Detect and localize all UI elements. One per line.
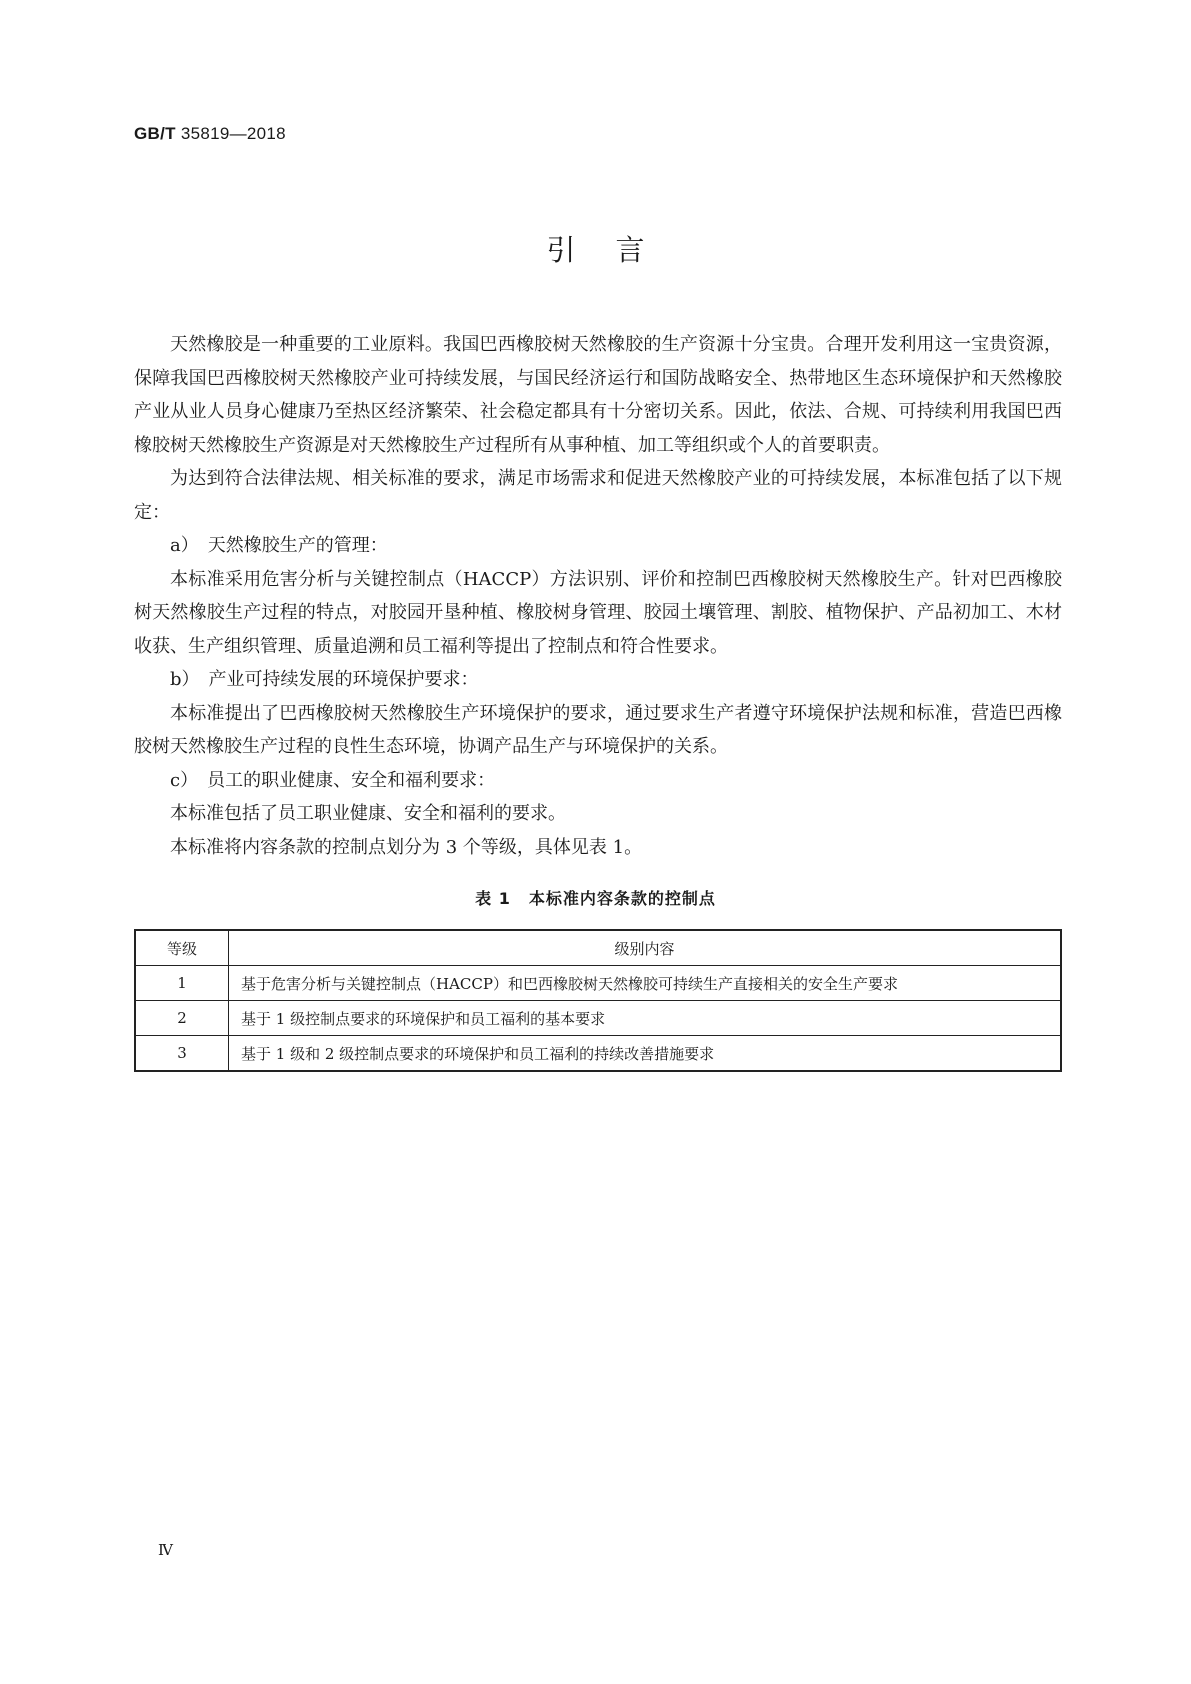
paragraph-c-detail: 本标准包括了员工职业健康、安全和福利的要求。 — [170, 803, 566, 824]
table-row — [135, 1001, 1061, 1036]
page-title: 引言 — [546, 233, 685, 267]
introduction-body — [134, 328, 1062, 864]
standard-prefix: GB/T — [134, 124, 176, 143]
paragraph-b-detail: 本标准提出了巴西橡胶树天然橡胶生产环境保护的要求，通过要求生产者遵守环境保护法规和标准，营造巴西橡胶树天然橡胶生产过程的良性生态环境，协调产品生产与环境保护的关系。 — [134, 702, 1062, 757]
table-caption-title: 本标准内容条款的控制点 — [528, 889, 716, 908]
table-row — [135, 966, 1061, 1001]
paragraph-levels: 本标准将内容条款的控制点划分为 3 个等级，具体见表 1。 — [170, 836, 643, 858]
list-item-c: c） 员工的职业健康、安全和福利要求： — [170, 769, 496, 791]
paragraph-a-detail: 本标准采用危害分析与关键控制点（HACCP）方法识别、评价和控制巴西橡胶树天然橡胶生产。针对巴西橡胶树天然橡胶生产过程的特点，对胶园开垦种植、橡胶树身管理、胶园土壤管理、割胶、植物保护、产品初加工、木材收获、生产组织管理、质量追溯和员工福利等提出了控制点和符合性要求。 — [134, 568, 1062, 657]
list-item-a: a） 天然橡胶生产的管理： — [170, 535, 388, 556]
table-header-row — [135, 930, 1061, 966]
paragraph-intro: 天然橡胶是一种重要的工业原料。我国巴西橡胶树天然橡胶的生产资源十分宝贵。合理开发利用这一宝贵资源，保障我国巴西橡胶树天然橡胶产业可持续发展，与国民经济运行和国防战略安全、热带地区生态环境保护和天然橡胶产业从业人员身心健康乃至热区经济繁荣、社会稳定都具有十分密切关系。因此，依法、合规、可持续利用我国巴西橡胶树天然橡胶生产资源是对天然橡胶生产过程所有从事种植、加工等组织或个人的首要职责。 — [134, 334, 1062, 456]
level-cell: 2 — [135, 1001, 229, 1036]
control-point-table — [134, 929, 1062, 1072]
page-number: Ⅳ — [158, 1541, 173, 1559]
content-cell: 基于 1 级和 2 级控制点要求的环境保护和员工福利的持续改善措施要求 — [229, 1036, 1062, 1072]
list-item-b: b） 产业可持续发展的环境保护要求： — [170, 669, 479, 690]
table-row — [135, 1036, 1061, 1072]
paragraph-scope: 为达到符合法律法规、相关标准的要求，满足市场需求和促进天然橡胶产业的可持续发展，本标准包括了以下规定： — [134, 468, 1062, 523]
header-content: 级别内容 — [229, 930, 1062, 966]
standard-number: 35819—2018 — [180, 124, 286, 143]
table-caption-number: 表 1 — [475, 889, 511, 908]
header-level: 等级 — [135, 930, 229, 966]
level-cell: 3 — [135, 1036, 229, 1072]
content-cell: 基于危害分析与关键控制点（HACCP）和巴西橡胶树天然橡胶可持续生产直接相关的安全生产要求 — [229, 966, 1062, 1001]
document-header — [134, 124, 286, 144]
table-caption — [0, 886, 1191, 909]
level-cell: 1 — [135, 966, 229, 1001]
content-cell: 基于 1 级控制点要求的环境保护和员工福利的基本要求 — [229, 1001, 1062, 1036]
